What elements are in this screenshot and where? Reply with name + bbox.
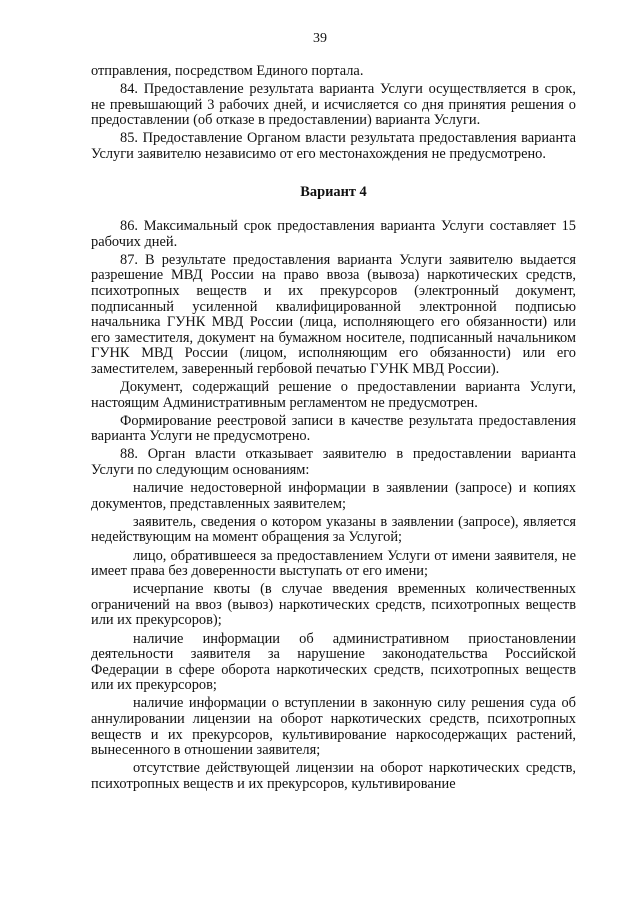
refusal-ground: наличие информации об административном приостановлении деятельности заявителя за нарушение законодательства Российской Федерации в сфере оборота наркотических средств, психотропных веществ или их прекурсоров; [91, 630, 576, 694]
paragraph-86: 86. Максимальный срок предоставления варианта Услуги составляет 15 рабочих дней. [91, 218, 576, 250]
refusal-ground: наличие недостоверной информации в заявлении (запросе) и копиях документов, представленных заявителем; [91, 480, 576, 512]
paragraph-88: 88. Орган власти отказывает заявителю в предоставлении варианта Услуги по следующим основаниям: [91, 446, 576, 479]
refusal-ground: наличие информации о вступлении в законную силу решения суда об аннулировании лицензии на оборот наркотических средств, психотропных веществ и их прекурсоров, культивирование наркосодержащих растений, вынесенного в отношении заявителя; [91, 695, 576, 759]
refusal-ground: исчерпание квоты (в случае введения временных количественных ограничений на ввоз (вывоз) наркотических средств, психотропных веществ или их прекурсоров); [91, 581, 576, 629]
page-body [91, 64, 576, 795]
section-heading: Вариант 4 [300, 183, 367, 200]
page-number: 39 [313, 31, 327, 46]
paragraph-registry-record: Формирование реестровой записи в качестве результата предоставления варианта Услуги не предусмотрено. [91, 412, 576, 445]
refusal-ground: отсутствие действующей лицензии на оборот наркотических средств, психотропных веществ и их прекурсоров, культивирование [91, 760, 576, 792]
paragraph-decision-document: Документ, содержащий решение о предоставлении варианта Услуги, настоящим Административным регламентом не предусмотрен. [91, 379, 576, 411]
refusal-ground: заявитель, сведения о котором указаны в заявлении (запросе), является недействующим на момент обращения за Услугой; [91, 513, 576, 546]
refusal-ground: лицо, обратившееся за предоставлением Услуги от имени заявителя, не имеет права без доверенности выступать от его имени; [91, 547, 576, 580]
paragraph-85: 85. Предоставление Органом власти результата предоставления варианта Услуги заявителю независимо от его местонахождения не предусмотрено. [91, 130, 576, 162]
paragraph-84: 84. Предоставление результата варианта Услуги осуществляется в срок, не превышающий 3 рабочих дней, и исчисляется со дня принятия решения о предоставлении (об отказе в предоставлении) варианта Услуги. [91, 81, 576, 129]
paragraph-87: 87. В результате предоставления варианта Услуги заявителю выдается разрешение МВД России на право ввоза (вывоза) наркотических средств, психотропных веществ и их прекурсоров (электронный документ, подписанный усиленной квалифицированной электронной подписью начальника ГУНК МВД России (лица, исполняющего его обязанности) или его заместителя, документ на бумажном носителе, подписанный начальником ГУНК МВД России (лицом, исполняющим его обязанности) или его заместителем, заверенный гербовой печатью ГУНК МВД России). [91, 251, 576, 377]
paragraph-continuation: отправления, посредством Единого портала. [91, 63, 364, 79]
